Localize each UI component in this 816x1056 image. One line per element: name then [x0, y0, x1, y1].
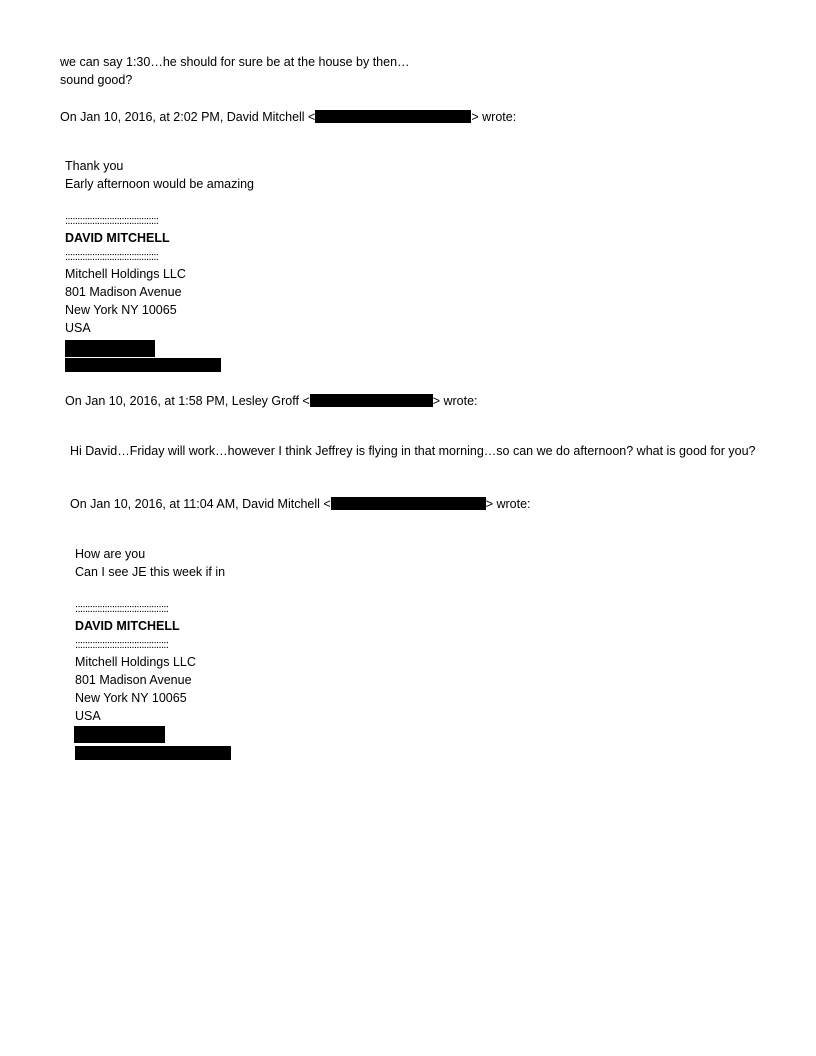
redacted-contact [75, 746, 231, 760]
signature-name: DAVID MITCHELL [65, 231, 170, 245]
signature-address-2: New York NY 10065 [65, 303, 177, 317]
quote-header-3 [70, 495, 531, 513]
signature-address-2: New York NY 10065 [75, 691, 187, 705]
signature-address-1: 801 Madison Avenue [75, 673, 192, 687]
signature-company: Mitchell Holdings LLC [75, 655, 196, 669]
message-3-line-1: How are you [75, 547, 146, 561]
signature-divider: :::::::::::::::::::::::::::::::::::::: [75, 639, 169, 651]
signature-country: USA [65, 321, 91, 335]
quote-header-2 [65, 392, 478, 410]
signature-name: DAVID MITCHELL [75, 619, 180, 633]
quote-header-1-prefix: On Jan 10, 2016, at 2:02 PM, David Mitchell < [60, 110, 316, 124]
reply-line-1: we can say 1:30…he should for sure be at the house by then… [60, 55, 410, 69]
message-1-line-2: Early afternoon would be amazing [65, 177, 255, 191]
redacted-phone [74, 726, 165, 743]
redacted-email [310, 394, 433, 407]
quote-header-2-prefix: On Jan 10, 2016, at 1:58 PM, Lesley Groff < [65, 394, 310, 408]
signature-country: USA [75, 709, 101, 723]
redacted-email [331, 497, 486, 510]
message-2-text: Hi David…Friday will work…however I think Jeffrey is flying in that morning…so can we do afternoon? what is good for you? [70, 444, 756, 458]
signature-address-1: 801 Madison Avenue [65, 285, 182, 299]
quote-header-1 [60, 108, 516, 126]
signature-divider: :::::::::::::::::::::::::::::::::::::: [65, 215, 159, 227]
redacted-contact [65, 358, 221, 372]
quote-header-3-suffix: > wrote: [485, 497, 531, 511]
quote-header-2-suffix: > wrote: [432, 394, 478, 408]
redacted-email [315, 110, 471, 123]
quote-header-3-prefix: On Jan 10, 2016, at 11:04 AM, David Mitchell < [70, 497, 331, 511]
redacted-phone [65, 340, 155, 357]
message-3-line-2: Can I see JE this week if in [75, 565, 226, 579]
signature-divider: :::::::::::::::::::::::::::::::::::::: [65, 251, 159, 263]
quote-header-1-suffix: > wrote: [471, 110, 517, 124]
reply-line-2: sound good? [60, 73, 133, 87]
signature-company: Mitchell Holdings LLC [65, 267, 186, 281]
message-1-line-1: Thank you [65, 159, 124, 173]
signature-divider: :::::::::::::::::::::::::::::::::::::: [75, 603, 169, 615]
